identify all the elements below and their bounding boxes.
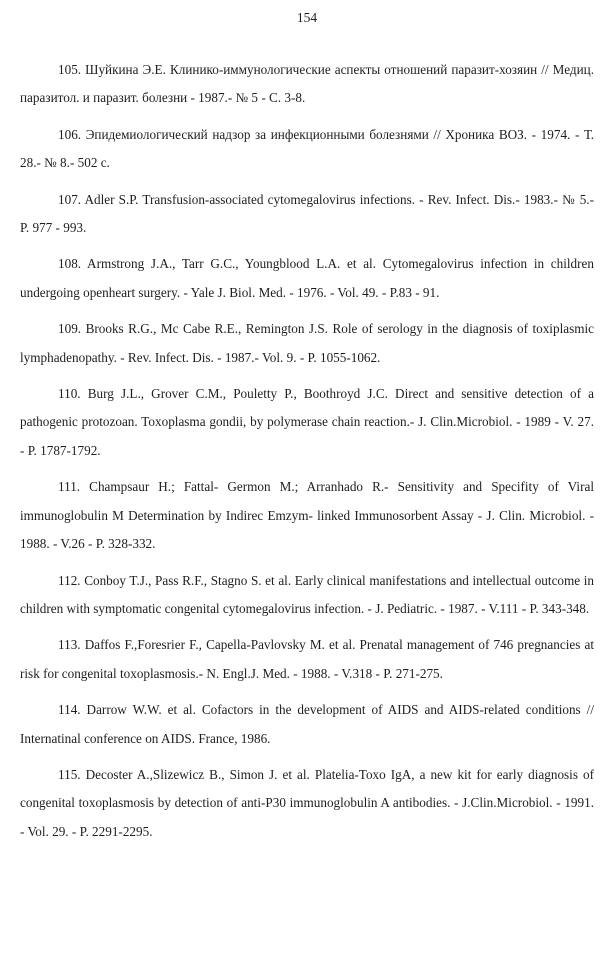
reference-114: 114. Darrow W.W. et al. Cofactors in the development of AIDS and AIDS-related conditions // Internatinal conference on AIDS. France, 1986. (20, 702, 594, 746)
page-number: 154 (296, 10, 318, 25)
reference-107: 107. Adler S.P. Transfusion-associated cytomegalovirus infections. - Rev. Infect. Dis.- 1983.- № 5.- P. 977 - 993. (20, 191, 594, 236)
reference-106: 106. Эпидемиологический надзор за инфекционными болезнями // Хроника ВОЗ. - 1974. - Т. 28.- № 8.- 502 с. (20, 126, 594, 171)
reference-110: 110. Burg J.L., Grover C.M., Pouletty P., Boothroyd J.C. Direct and sensitive detection of a pathogenic protozoan. Toxoplasma gondii, by polymerase chain reaction.- J. Clin.Microbiol. - 1989 - V. 27. - P. 1787-1792. (20, 386, 594, 458)
reference-108: 108. Armstrong J.A., Tarr G.C., Youngblood L.A. et al. Cytomegalovirus infection in children undergoing openheart surgery. - Yale J. Biol. Med. - 1976. - Vol. 49. - P.83 - 91. (20, 256, 594, 300)
reference-105: 105. Шуйкина Э.Е. Клинико-иммунологические аспекты отношений паразит-хозяин // Медиц. паразитол. и паразит. болезни - 1987.- № 5 - С. 3-8. (20, 62, 594, 106)
reference-112: 112. Conboy T.J., Pass R.F., Stagno S. et al. Early clinical manifestations and intellectual outcome in children with symptomatic congenital cytomegalovirus infection. - J. Pediatric. - 1987. - V.111 - P. 343-348. (20, 572, 594, 616)
reference-113: 113. Daffos F.,Foresrier F., Capella-Pavlovsky M. et al. Prenatal management of 746 pregnancies at risk for congenital toxoplasmosis.- N. Engl.J. Med. - 1988. - V.318 - P. 271-275. (20, 637, 594, 681)
reference-111: 111. Champsaur H.; Fattal- Germon M.; Arranhado R.- Sensitivity and Specifity of Viral immunoglobulin M Determination by Indirec Emzym- linked Immunosorbent Assay - J. Clin. Microbiol. - 1988. - V.26 - P. 328-332. (20, 479, 594, 552)
reference-115: 115. Decoster A.,Slizewicz B., Simon J. et al. Platelia-Toxo IgA, a new kit for early diagnosis of congenital toxoplasmosis by detection of anti-P30 immunoglobulin A antibodies. - J.Clin.Microbiol. - 1991. - Vol. 29. - P. 2291-2295. (20, 766, 594, 839)
reference-list (20, 56, 594, 854)
reference-109: 109. Brooks R.G., Mc Cabe R.E., Remington J.S. Role of serology in the diagnosis of toxiplasmic lymphadenopathy. - Rev. Infect. Dis. - 1987.- Vol. 9. - P. 1055-1062. (20, 321, 594, 365)
